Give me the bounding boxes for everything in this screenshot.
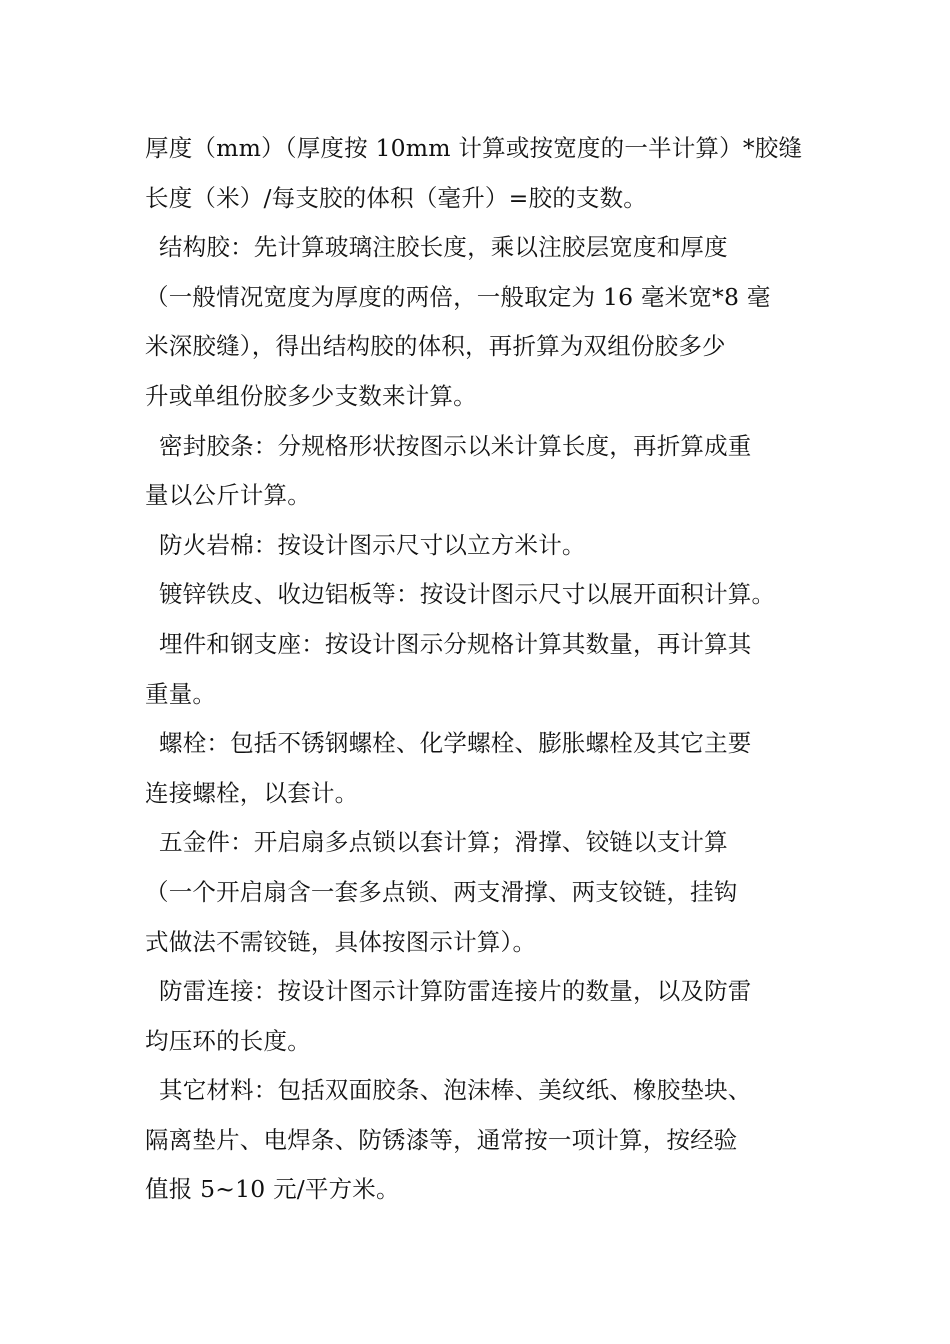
text-line: 厚度（mm）（厚度按 10mm 计算或按宽度的一半计算）*胶缝 xyxy=(145,134,803,162)
paragraph-galvanized-sheet: 镀锌铁皮、收边铝板等：按设计图示尺寸以展开面积计算。 xyxy=(159,580,776,609)
text-line: 长度（米）/每支胶的体积（毫升）=胶的支数。 xyxy=(145,183,648,212)
text-line: 均压环的长度。 xyxy=(145,1026,311,1055)
text-line: 连接螺栓，以套计。 xyxy=(145,778,359,807)
paragraph-other-materials: 其它材料：包括双面胶条、泡沫棒、美纹纸、橡胶垫块、 xyxy=(159,1076,752,1105)
paragraph-lightning-protection: 防雷连接：按设计图示计算防雷连接片的数量，以及防雷 xyxy=(159,977,752,1006)
text-line: 隔离垫片、电焊条、防锈漆等，通常按一项计算，按经验 xyxy=(145,1125,738,1154)
text-line: 值报 5~10 元/平方米。 xyxy=(145,1175,400,1204)
document-body xyxy=(145,124,813,1215)
text-line: 米深胶缝），得出结构胶的体积，再折算为双组份胶多少 xyxy=(145,332,726,361)
paragraph-sealing-strip: 密封胶条：分规格形状按图示以米计算长度，再折算成重 xyxy=(159,431,752,460)
text-line: 式做法不需铰链，具体按图示计算）。 xyxy=(145,927,537,956)
text-line: 升或单组份胶多少支数来计算。 xyxy=(145,381,477,410)
text-line: 重量。 xyxy=(145,679,217,708)
paragraph-hardware: 五金件：开启扇多点锁以套计算；滑撑、铰链以支计算 xyxy=(159,828,728,857)
paragraph-fireproof-rock-wool: 防火岩棉：按设计图示尺寸以立方米计。 xyxy=(159,530,586,559)
paragraph-bolts: 螺栓：包括不锈钢螺栓、化学螺栓、膨胀螺栓及其它主要 xyxy=(159,729,752,758)
text-line: 量以公斤计算。 xyxy=(145,481,311,510)
text-line: （一般情况宽度为厚度的两倍，一般取定为 16 毫米宽*8 毫 xyxy=(145,282,771,311)
text-line: （一个开启扇含一套多点锁、两支滑撑、两支铰链，挂钩 xyxy=(145,877,738,906)
paragraph-structural-sealant: 结构胶：先计算玻璃注胶长度，乘以注胶层宽度和厚度 xyxy=(159,233,728,262)
paragraph-embedded-parts: 埋件和钢支座：按设计图示分规格计算其数量，再计算其 xyxy=(159,629,752,658)
